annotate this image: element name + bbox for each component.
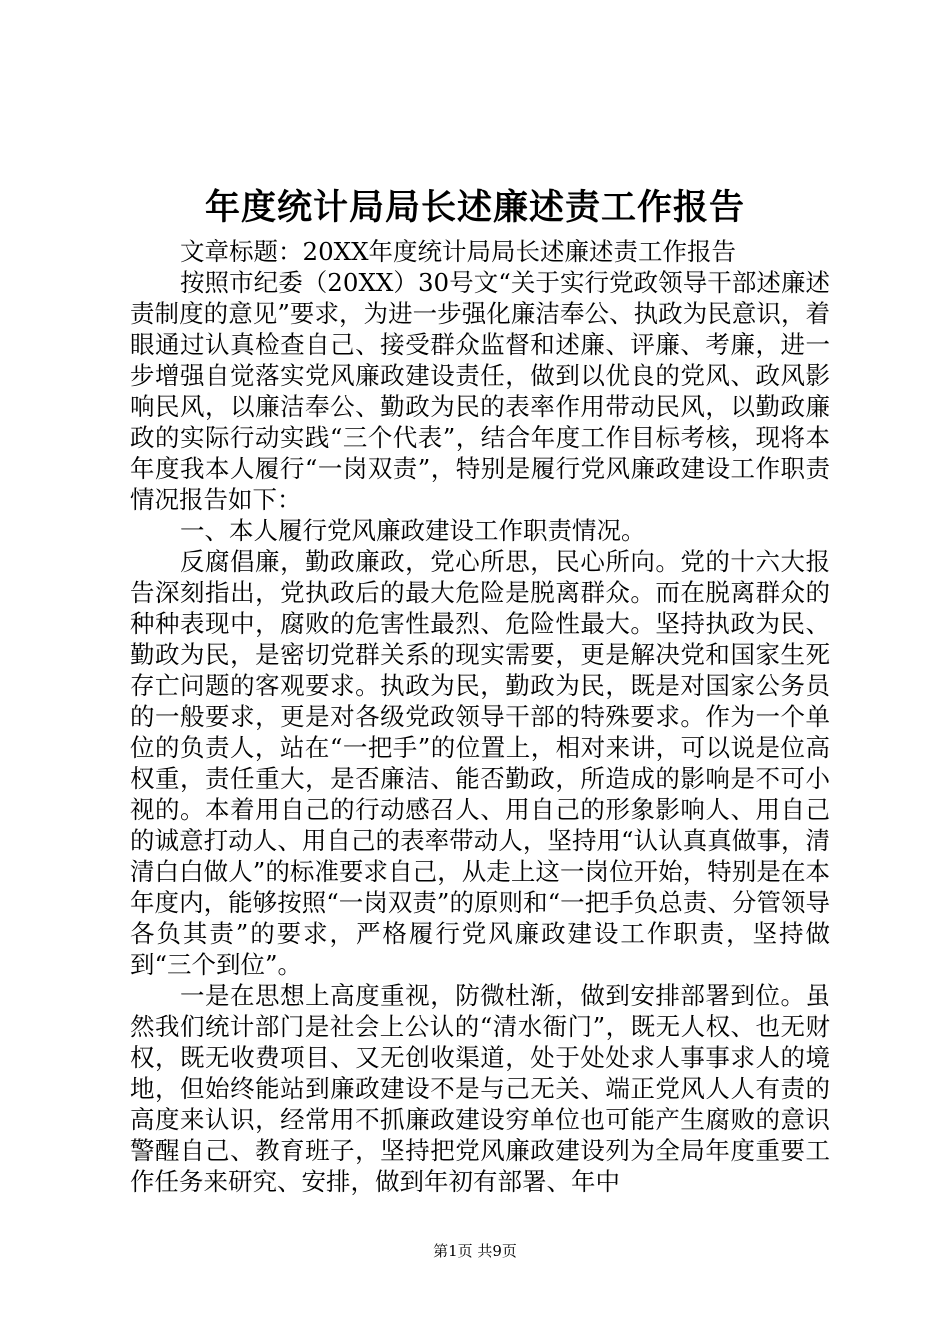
document-title: 年度统计局局长述廉述责工作报告 xyxy=(204,187,745,228)
paragraph-anti-corruption: 反腐倡廉，勤政廉政，党心所思，民心所向。党的十六大报告深刻指出，党执政后的最大危险是脱离群众。而在脱离群众的种种表现中，腐败的危害性最烈、危险性最大。坚持执政为民、勤政为民，是密切党群关系的现实需要，更是解决党和国家生死存亡问题的客观要求。执政为民，勤政为民，既是对国家公务员的一般要求，更是对各级党政领导干部的特殊要求。作为一个单位的负责人，站在“一把手”的位置上，相对来讲，可以说是位高权重，责任重大，是否廉洁、能否勤政，所造成的影响是不可小视的。本着用自己的行动感召人、用自己的形象影响人、用自己的诚意打动人、用自己的表率带动人，坚持用“认认真真做事，清清白白做人”的标准要求自己，从走上这一岗位开始，特别是在本年度内，能够按照“一岗双责”的原则和“一把手负总责、分管领导各负其责”的要求，严格履行党风廉政建设工作职责，坚持做到“三个到位”。 xyxy=(130,547,830,979)
section-heading-1: 一、本人履行党风廉政建设工作职责情况。 xyxy=(180,516,646,545)
document-body xyxy=(130,236,830,1197)
paragraph-article-title: 文章标题：20XX年度统计局局长述廉述责工作报告 xyxy=(180,237,737,266)
paragraph-point-one: 一是在思想上高度重视，防微杜渐，做到安排部署到位。虽然我们统计部门是社会上公认的“清水衙门”，既无人权、也无财权，既无收费项目、又无创收渠道，处于处处求人事事求人的境地，但始终能站到廉政建设不是与己无关、端正党风人人有责的高度来认识，经常用不抓廉政建设穷单位也可能产生腐败的意识警醒自己、教育班子，坚持把党风廉政建设列为全局年度重要工作任务来研究、安排，做到年初有部署、年中 xyxy=(130,981,830,1196)
paragraph-intro: 按照市纪委（20XX）30号文“关于实行党政领导干部述廉述责制度的意见”要求，为进一步强化廉洁奉公、执政为民意识，着眼通过认真检查自己、接受群众监督和述廉、评廉、考廉，进一步增强自觉落实党风廉政建设责任，做到以优良的党风、政风影响民风，以廉洁奉公、勤政为民的表率作用带动民风，以勤政廉政的实际行动实践“三个代表”，结合年度工作目标考核，现将本年度我本人履行“一岗双责”，特别是履行党风廉政建设工作职责情况报告如下： xyxy=(130,268,830,514)
page-footer: 第1页 共9页 xyxy=(433,1242,517,1260)
